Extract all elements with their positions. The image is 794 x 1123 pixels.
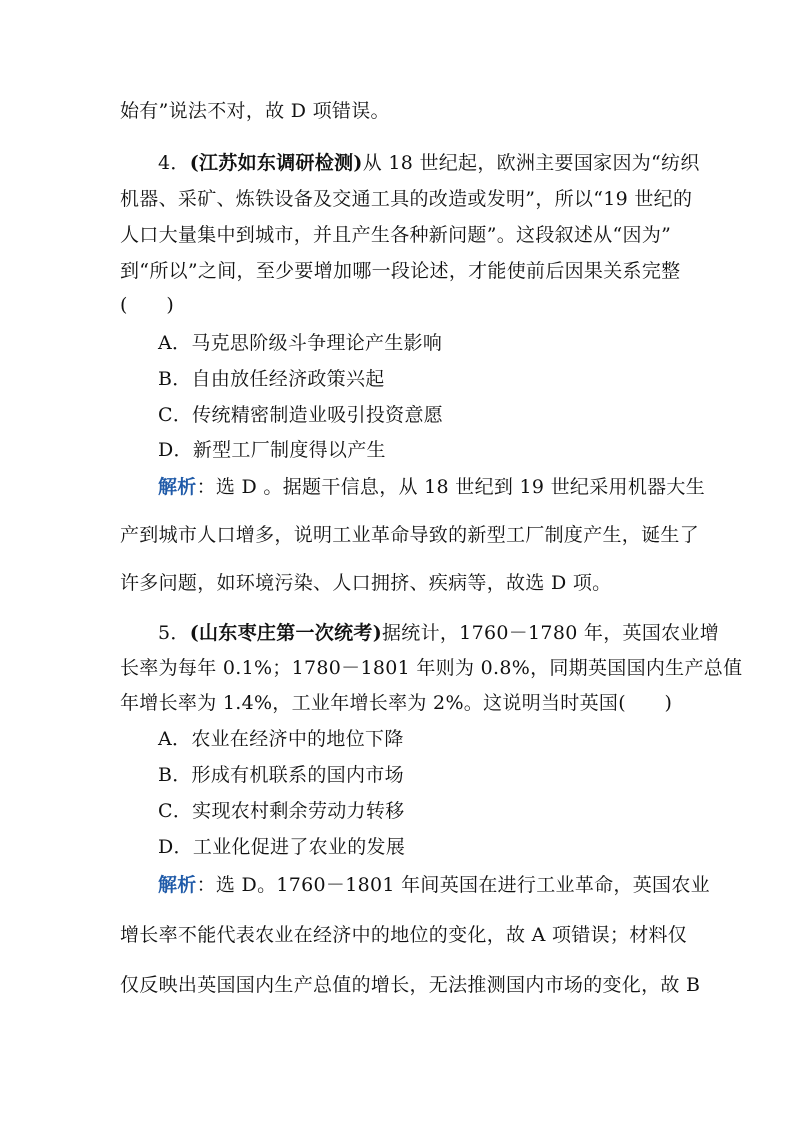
option-b: B．形成有机联系的国内市场 xyxy=(158,764,404,786)
analysis-text: ：选 D 。据题干信息，从 18 世纪到 19 世纪采用机器大生 xyxy=(196,476,706,498)
analysis-label: 解析 xyxy=(158,476,197,498)
option-a: A．农业在经济中的地位下降 xyxy=(158,728,404,750)
question-4-line-4: 到“所以”之间，至少要增加哪一段论述，才能使前后因果关系完整 xyxy=(120,260,681,282)
question-source: (山东枣庄第一次统考) xyxy=(189,622,382,644)
question-4-line-5: ( ) xyxy=(120,294,175,316)
option-c: C．传统精密制造业吸引投资意愿 xyxy=(158,404,444,426)
analysis-label: 解析 xyxy=(158,874,197,896)
question-number: 4． xyxy=(158,152,190,174)
option-a: A．马克思阶级斗争理论产生影响 xyxy=(158,332,443,354)
analysis-text: ：选 D。1760－1801 年间英国在进行工业革命，英国农业 xyxy=(196,874,710,896)
question-source: (江苏如东调研检测) xyxy=(189,152,363,174)
analysis-5-line-3: 仅反映出英国国内生产总值的增长，无法推测国内市场的变化，故 B xyxy=(120,974,701,996)
analysis-4-line-3: 许多问题，如环境污染、人口拥挤、疾病等，故选 D 项。 xyxy=(120,572,612,594)
analysis-5-line-2: 增长率不能代表农业在经济中的地位的变化，故 A 项错误；材料仅 xyxy=(120,924,688,946)
question-4-line-3: 人口大量集中到城市，并且产生各种新问题”。这段叙述从“因为” xyxy=(120,224,672,246)
question-text: 据统计，1760－1780 年，英国农业增 xyxy=(381,622,720,644)
analysis-4-line-1 xyxy=(158,474,718,500)
option-d: D．工业化促进了农业的发展 xyxy=(158,836,406,858)
option-b: B．自由放任经济政策兴起 xyxy=(158,368,385,390)
question-4-line-1 xyxy=(158,150,718,176)
analysis-4-line-2: 产到城市人口增多，说明工业革命导致的新型工厂制度产生，诞生了 xyxy=(120,524,700,546)
option-c: C．实现农村剩余劳动力转移 xyxy=(158,800,405,822)
question-5-line-2: 长率为每年 0.1%；1780－1801 年则为 0.8%，同期英国国内生产总值 xyxy=(120,657,743,679)
text-line: 始有”说法不对，故 D 项错误。 xyxy=(120,100,390,122)
question-4-line-2: 机器、采矿、炼铁设备及交通工具的改造或发明”，所以“19 世纪的 xyxy=(120,188,693,210)
analysis-5-line-1 xyxy=(158,872,718,898)
option-d: D．新型工厂制度得以产生 xyxy=(158,439,386,461)
question-number: 5． xyxy=(158,622,190,644)
question-5-line-3: 年增长率为 1.4%，工业年增长率为 2%。这说明当时英国( ) xyxy=(120,692,673,714)
question-text: 从 18 世纪起，欧洲主要国家因为“纺织 xyxy=(362,152,700,174)
question-5-line-1 xyxy=(158,620,718,646)
